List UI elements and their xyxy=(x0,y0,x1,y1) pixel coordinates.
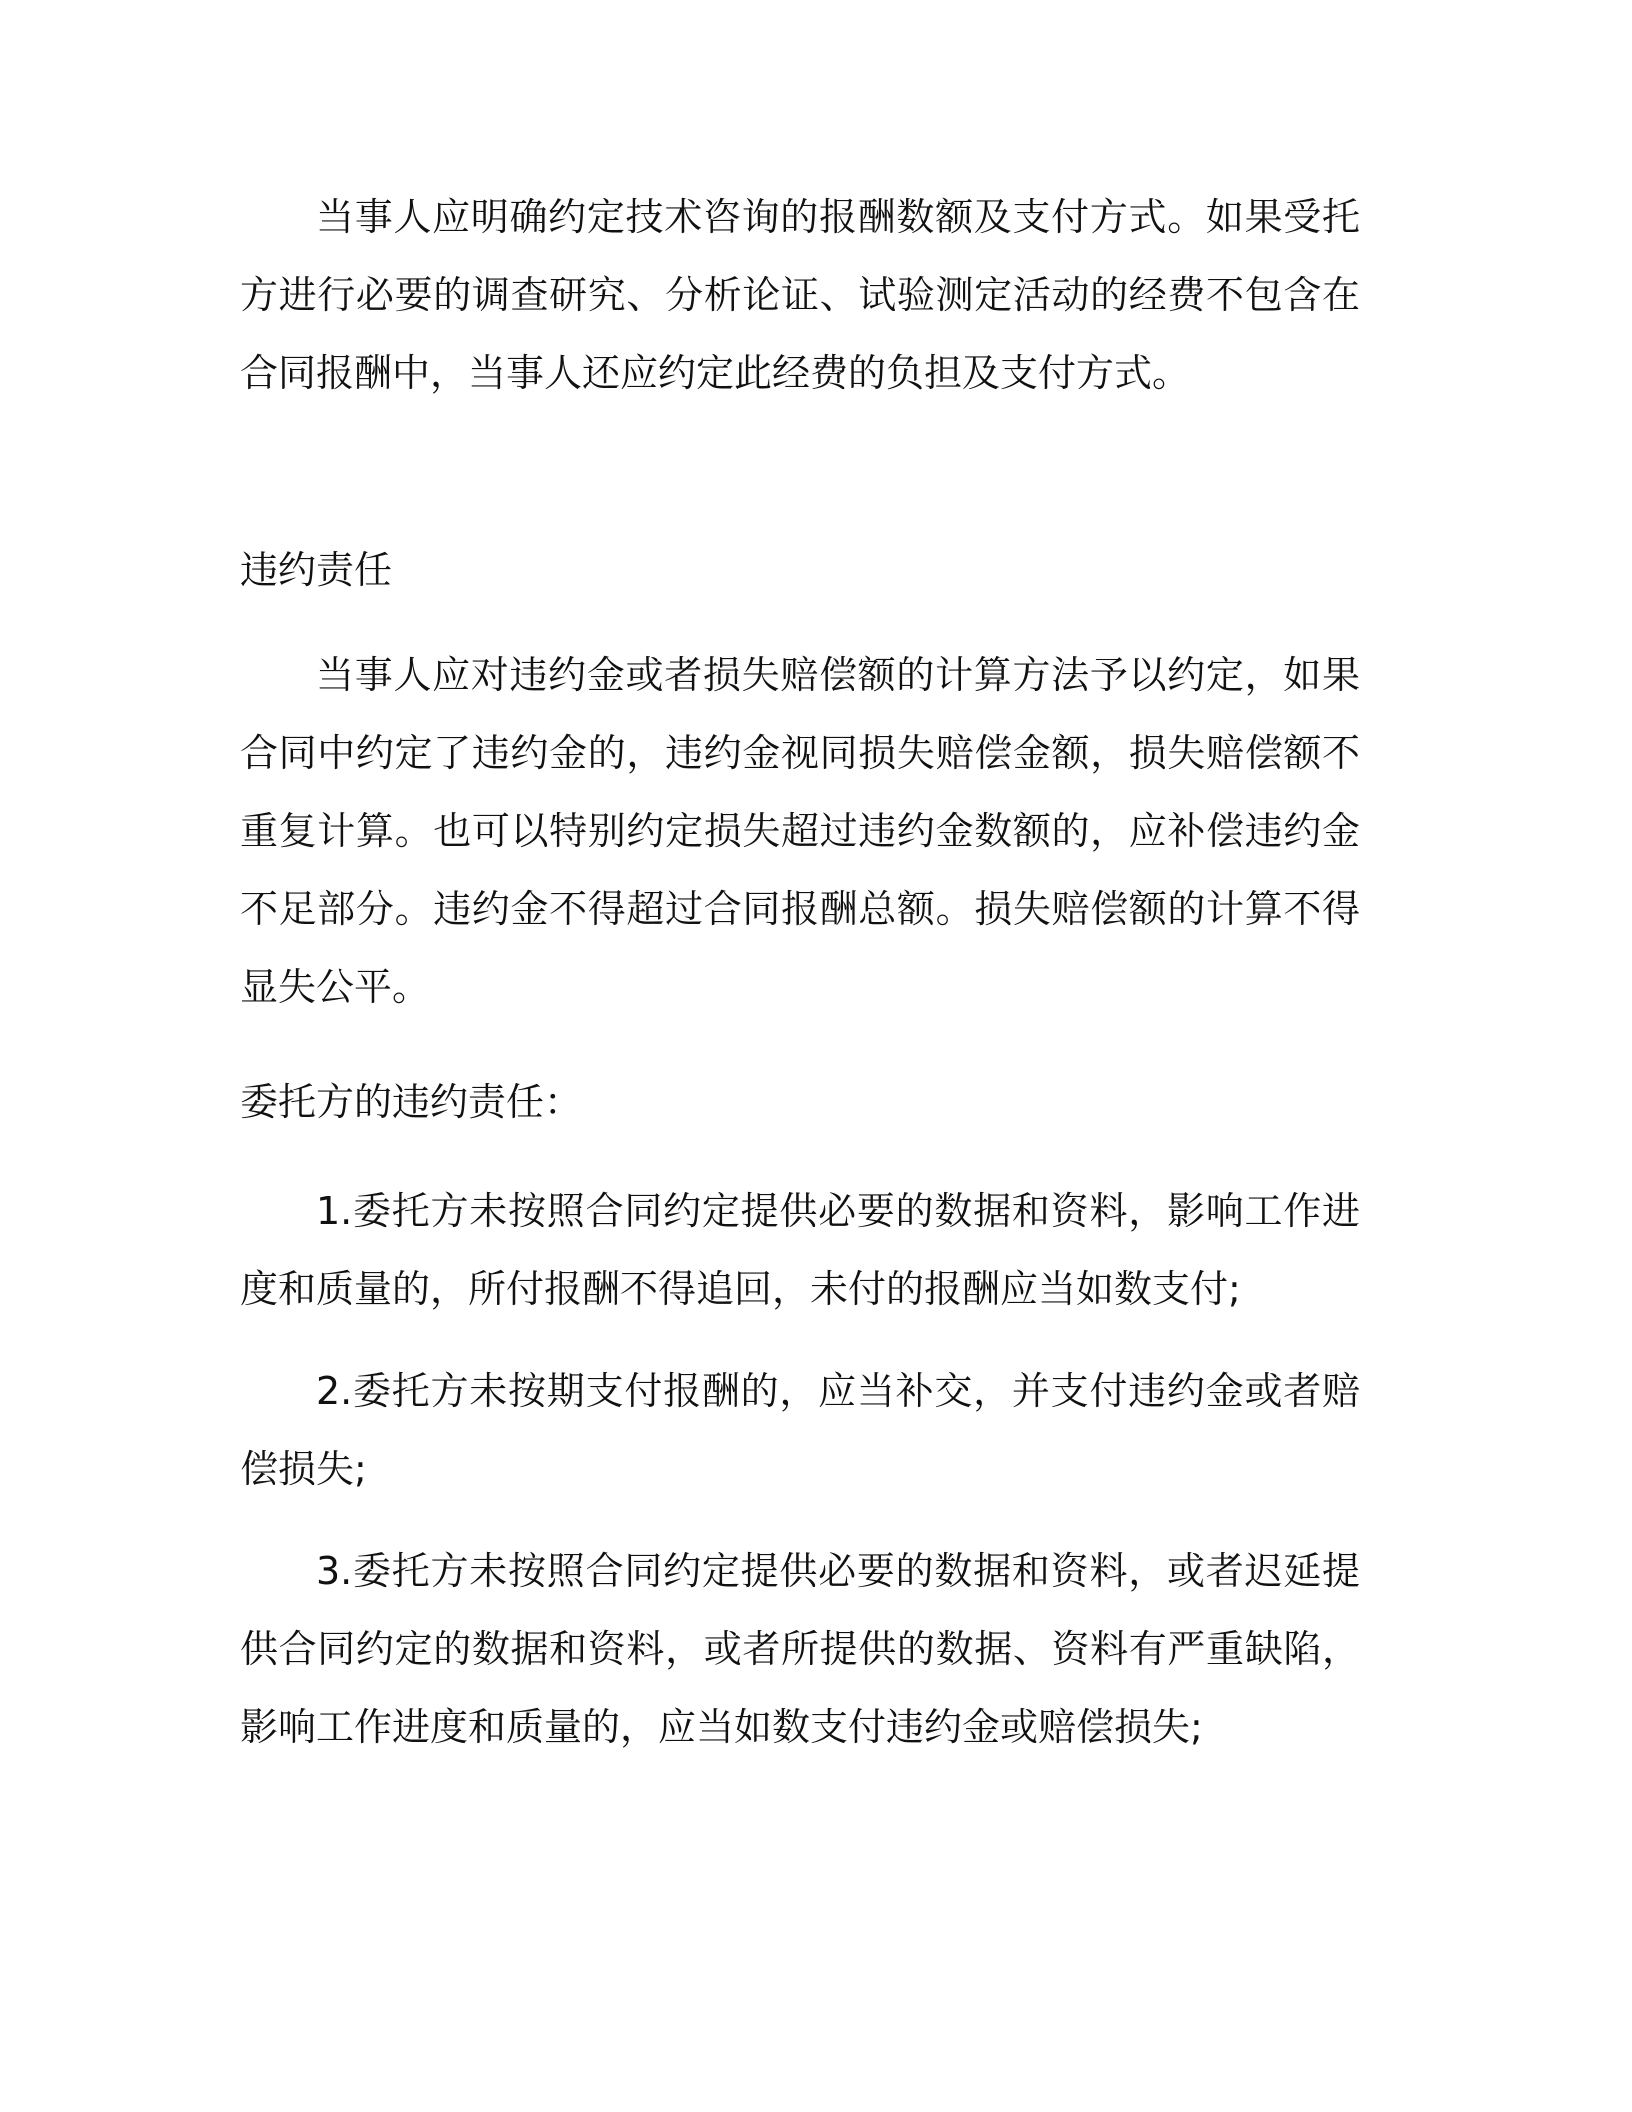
client-breach-heading: 委托方的违约责任： xyxy=(240,1080,583,1124)
list-item-2: 2.委托方未按期支付报酬的，应当补交，并支付违约金或者赔偿损失; xyxy=(240,1369,1360,1491)
list-item-1: 1.委托方未按照合同约定提供必要的数据和资料，影响工作进度和质量的，所付报酬不得追回，未付的报酬应当如数支付; xyxy=(240,1189,1360,1311)
breach-paragraph: 当事人应对违约金或者损失赔偿额的计算方法予以约定，如果合同中约定了违约金的，违约金视同损失赔偿金额，损失赔偿额不重复计算。也可以特别约定损失超过违约金数额的，应补偿违约金不足部分。违约金不得超过合同报酬总额。损失赔偿额的计算不得显失公平。 xyxy=(240,653,1360,1009)
breach-heading: 违约责任 xyxy=(240,548,393,592)
list-item-3: 3.委托方未按照合同约定提供必要的数据和资料，或者迟延提供合同约定的数据和资料，或者所提供的数据、资料有严重缺陷，影响工作进度和质量的，应当如数支付违约金或赔偿损失; xyxy=(240,1549,1360,1749)
payment-paragraph: 当事人应明确约定技术咨询的报酬数额及支付方式。如果受托方进行必要的调查研究、分析论证、试验测定活动的经费不包含在合同报酬中，当事人还应约定此经费的负担及支付方式。 xyxy=(240,195,1360,395)
